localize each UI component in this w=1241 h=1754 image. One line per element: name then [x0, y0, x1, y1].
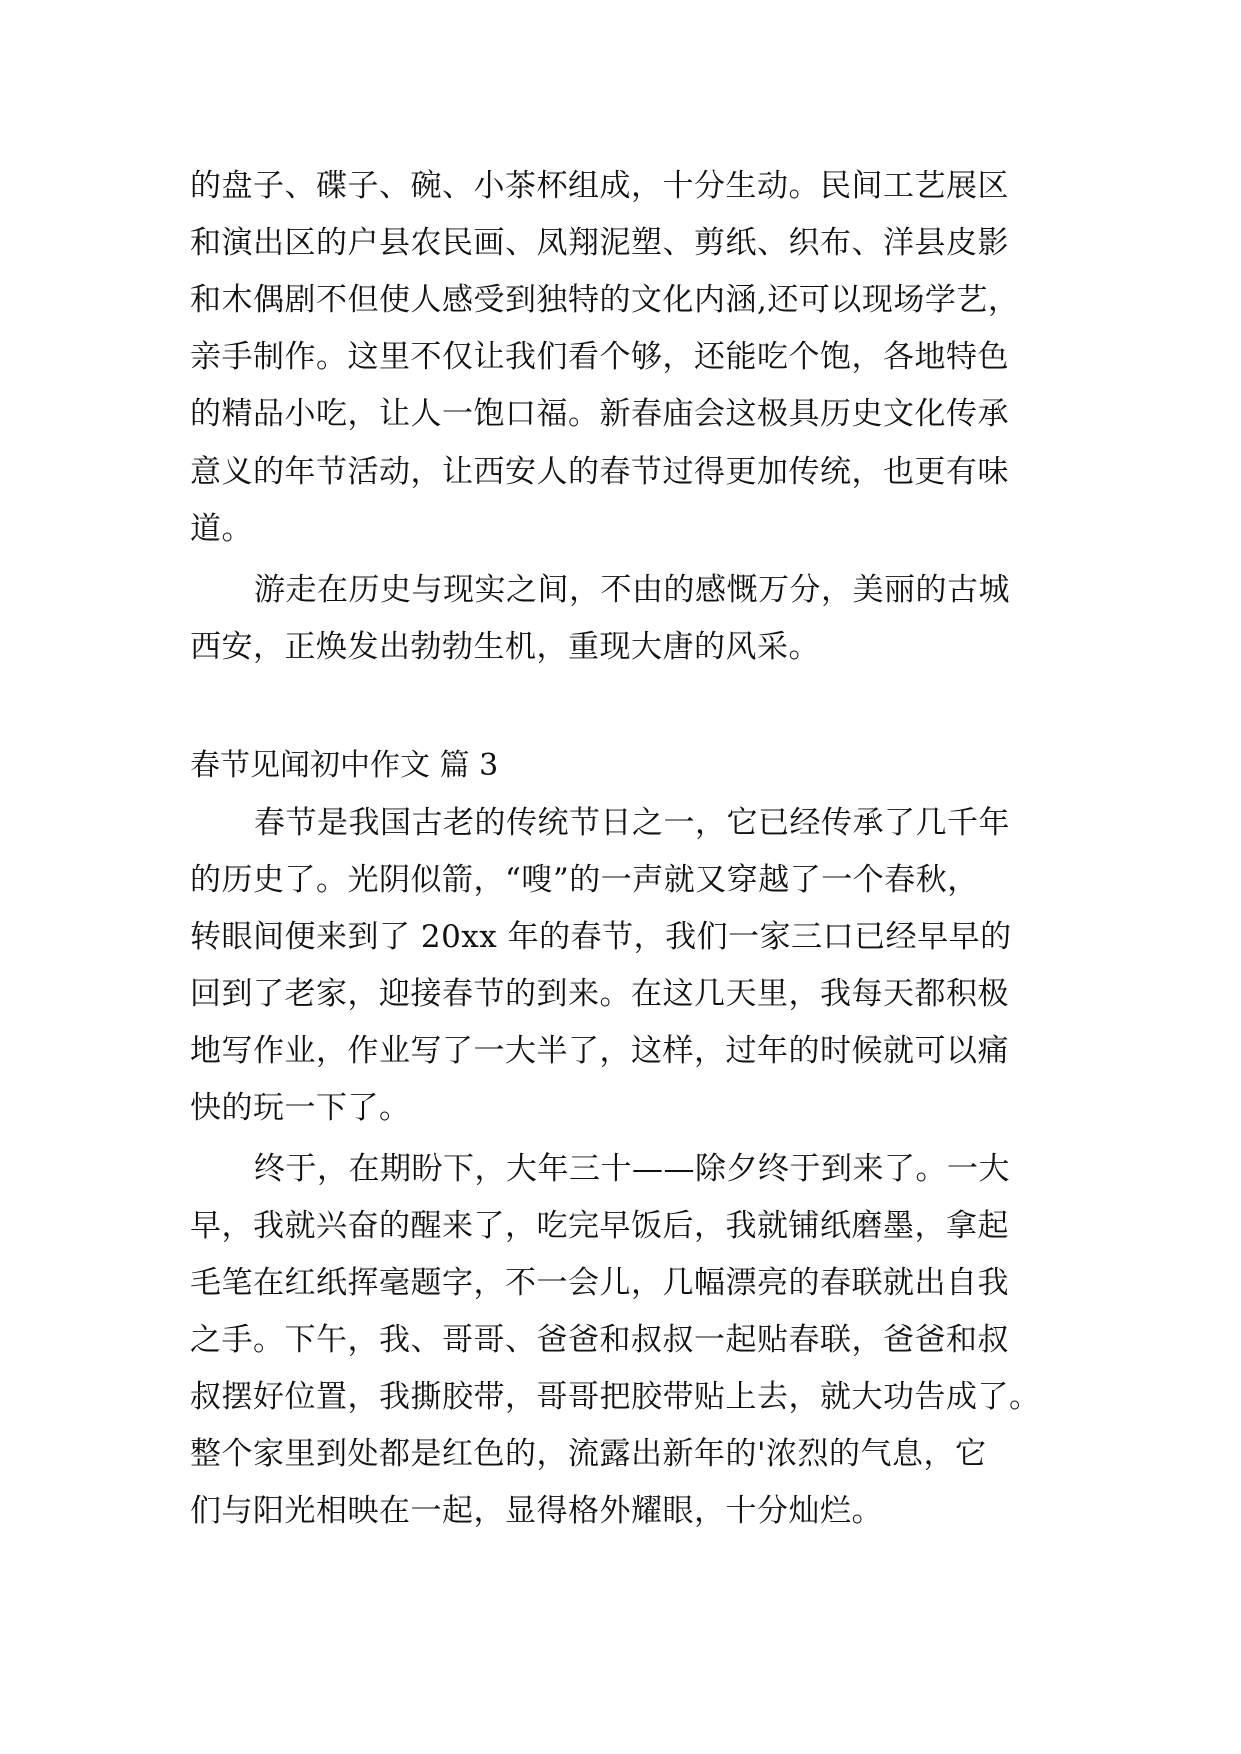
text-line: 游走在历史与现实之间，不由的感慨万分，美丽的古城 — [254, 572, 1010, 608]
text-line: 之手。下午，我、哥哥、爸爸和叔叔一起贴春联，爸爸和叔 — [190, 1322, 1009, 1358]
text-line: 回到了老家，迎接春节的到来。在这几天里，我每天都积极 — [190, 976, 1009, 1012]
text-line: 快的玩一下了。 — [190, 1090, 411, 1126]
text-line: 的盘子、碟子、碗、小茶杯组成，十分生动。民间工艺展区 — [190, 168, 1009, 204]
text-line: 春节是我国古老的传统节日之一，它已经传承了几千年 — [254, 805, 1010, 841]
section-title: 春节见闻初中作文 篇 3 — [190, 748, 499, 783]
text-line: 转眼间便来到了 20xx 年的春节，我们一家三口已经早早的 — [190, 919, 1012, 955]
text-line: 整个家里到处都是红色的，流露出新年的'浓烈的气息，它 — [190, 1436, 987, 1472]
text-line: 早，我就兴奋的醒来了，吃完早饭后，我就铺纸磨墨，拿起 — [190, 1208, 1009, 1244]
text-line: 们与阳光相映在一起，显得格外耀眼，十分灿烂。 — [190, 1493, 883, 1529]
text-line: 意义的年节活动，让西安人的春节过得更加传统，也更有味 — [190, 454, 1009, 490]
text-line: 亲手制作。这里不仅让我们看个够，还能吃个饱，各地特色 — [190, 339, 1009, 375]
text-line: 道。 — [190, 511, 253, 547]
text-line: 西安，正焕发出勃勃生机，重现大唐的风采。 — [190, 629, 820, 665]
text-line: 毛笔在红纸挥毫题字，不一会儿，几幅漂亮的春联就出自我 — [190, 1265, 1009, 1301]
text-line: 的精品小吃，让人一饱口福。新春庙会这极具历史文化传承 — [190, 396, 1009, 432]
text-line: 地写作业，作业写了一大半了，这样，过年的时候就可以痛 — [190, 1033, 1009, 1069]
text-line: 和演出区的户县农民画、凤翔泥塑、剪纸、织布、洋县皮影 — [190, 225, 1009, 261]
text-line: 的历史了。光阴似箭，“嗖”的一声就又穿越了一个春秋， — [190, 862, 979, 898]
text-line: 终于，在期盼下，大年三十——除夕终于到来了。一大 — [254, 1151, 1010, 1187]
text-line: 叔摆好位置，我撕胶带，哥哥把胶带贴上去，就大功告成了。 — [190, 1379, 1041, 1415]
text-line: 和木偶剧不但使人感受到独特的文化内涵,还可以现场学艺， — [190, 282, 1020, 318]
